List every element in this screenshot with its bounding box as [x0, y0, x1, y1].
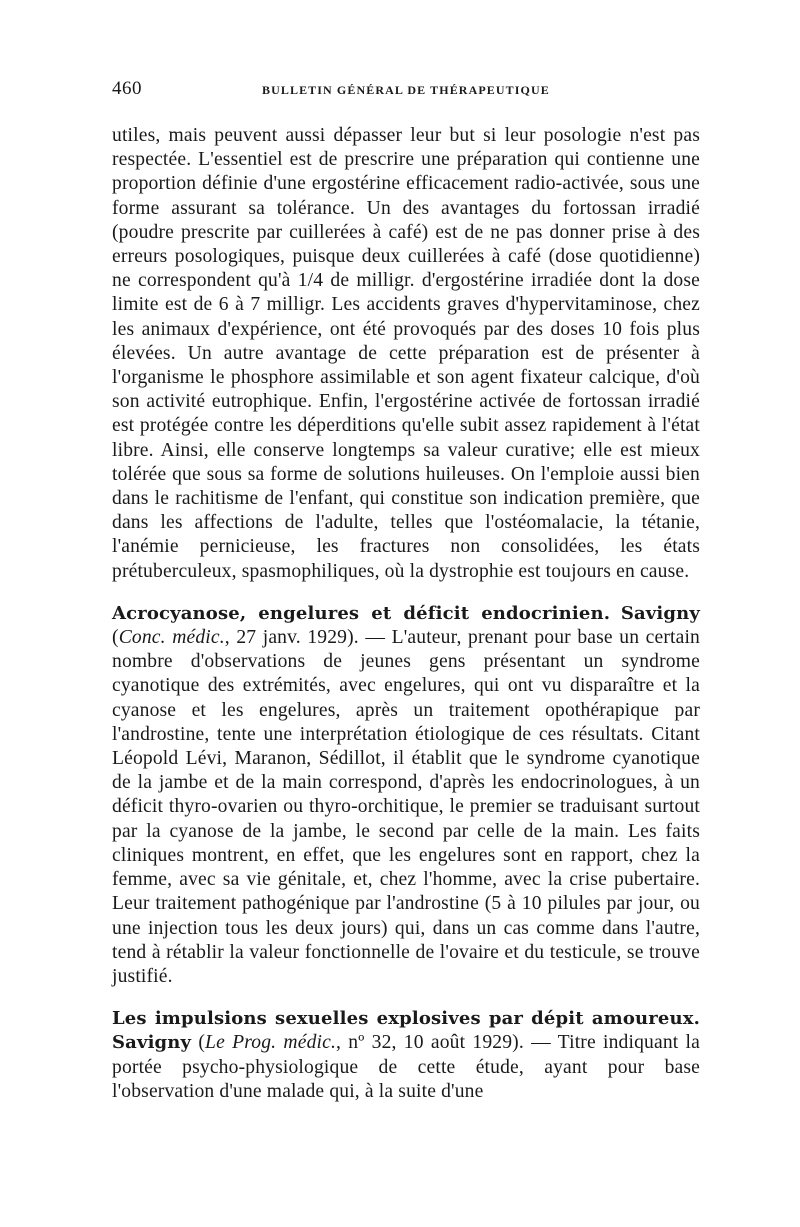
section-text: — Titre indiquant la portée psycho-physiologique de cette étude, ayant pour base l'observation d'une malade qui, à la suite d'une [112, 1032, 700, 1102]
section-acrocyanose: Acrocyanose, engelures et déficit endocrinien. Savigny (Conc. médic., 27 janv. 1929). — L'auteur, prenant pour base un certain nombre d'observations de jeunes gens présentant un syndrome cyanotique des extrémités, avec engelures, qui ont vu disparaître et la cyanose et les engelures, après un traitement opothérapique par l'androstine, tente une interprétation étiologique de ces résultats. Citant Léopold Lévi, Maranon, Sédillot, il établit que le syndrome cyanotique de la jambe et de la main correspond, d'après les endocrinologues, à un déficit thyro-ovarien ou thyro-orchitique, le premier se traduisant surtout par la cyanose de la jambe, le second par celle de la main. Les faits cliniques montrent, en effet, que les engelures sont en rapport, chez la femme, avec sa vie génitale, et, chez l'homme, avec la crise pubertaire. Leur traitement pathogénique par l'androstine (5 à 10 pilules par jour, ou une injection tous les deux jours) qui, dans un cas comme dans l'autre, tend à rétablir la valeur fonctionnelle de l'ovaire et du testicule, se trouve justifié. [112, 602, 700, 987]
author-name: Savigny [112, 1032, 192, 1054]
citation-source: Le Prog. médic. [205, 1032, 337, 1054]
running-head [112, 78, 700, 102]
section-impulsions: Les impulsions sexuelles explosives par dépit amoureux. Savigny (Le Prog. médic., nº 32, 10 août 1929). — Titre indiquant la portée psycho-physiologique de cette étude, ayant pour base l'observation d'une malade qui, à la suite d'une [112, 1008, 700, 1102]
section-heading: Acrocyanose, engelures et déficit endocrinien. [112, 602, 611, 624]
paragraph-1: utiles, mais peuvent aussi dépasser leur but si leur posologie n'est pas respectée. L'essentiel est de prescrire une préparation qui contienne une proportion définie d'une ergostérine efficacement radio-activée, sous une forme assurant sa tolérance. Un des avantages du fortossan irradié (poudre prescrite par cuillerées à café) est de ne pas donner prise à des erreurs posologiques, puisque deux cuillerées à café (dose quotidienne) ne correspondent qu'à 1/4 de milligr. d'ergostérine irradiée dont la dose limite est de 6 à 7 milligr. Les accidents graves d'hypervitaminose, chez les animaux d'expérience, ont été provoqués par des doses 10 fois plus élevées. Un autre avantage de cette préparation est de présenter à l'organisme le phosphore assimilable et son agent fixateur calcique, d'où son activité eutrophique. Enfin, l'ergostérine activée de fortossan irradié est protégée contre les déperditions qu'elle subit assez rapidement à l'état libre. Ainsi, elle conserve longtemps sa valeur curative; elle est mieux tolérée que sous sa forme de solutions huileuses. On l'emploie aussi bien dans le rachitisme de l'enfant, qui constitue son indication première, que dans les affections de l'adulte, telles que l'ostéomalacie, la tétanie, l'anémie pernicieuse, les fractures non consolidées, les états prétuberculeux, spasmophiliques, où la dystrophie est toujours en cause. [112, 125, 700, 582]
page [112, 78, 700, 1104]
section-text: — L'auteur, prenant pour base un certain nombre d'observations de jeunes gens présentant un syndrome cyanotique des extrémités, avec engelures, qui ont vu disparaître et la cyanose et les engelures, après un traitement opothérapique par l'androstine, tente une interprétation étiologique de ces résultats. Citant Léopold Lévi, Maranon, Sédillot, il établit que le syndrome cyanotique de la jambe et de la main correspond, d'après les endocrinologues, à un déficit thyro-ovarien ou thyro-orchitique, le premier se traduisant surtout par la cyanose de la jambe, le second par celle de la main. Les faits cliniques montrent, en effet, que les engelures sont en rapport, chez la femme, avec sa vie génitale, et, chez l'homme, avec la crise pubertaire. Leur traitement pathogénique par l'androstine (5 à 10 pilules par jour, ou une injection tous les deux jours) qui, dans un cas comme dans l'autre, tend à rétablir la valeur fonctionnelle de l'ovaire et du testicule, se trouve justifié. [112, 627, 700, 987]
journal-title: BULLETIN GÉNÉRAL DE THÉRAPEUTIQUE [262, 83, 550, 97]
citation-details: , nº 32, 10 août 1929). [336, 1032, 524, 1054]
section-heading: Les impulsions sexuelles explosives par dépit amoureux. [112, 1008, 700, 1030]
citation-source: Conc. médic. [118, 627, 225, 649]
citation-details: , 27 janv. 1929). [224, 627, 359, 649]
page-number: 460 [112, 78, 142, 99]
author-name: Savigny [620, 602, 700, 624]
